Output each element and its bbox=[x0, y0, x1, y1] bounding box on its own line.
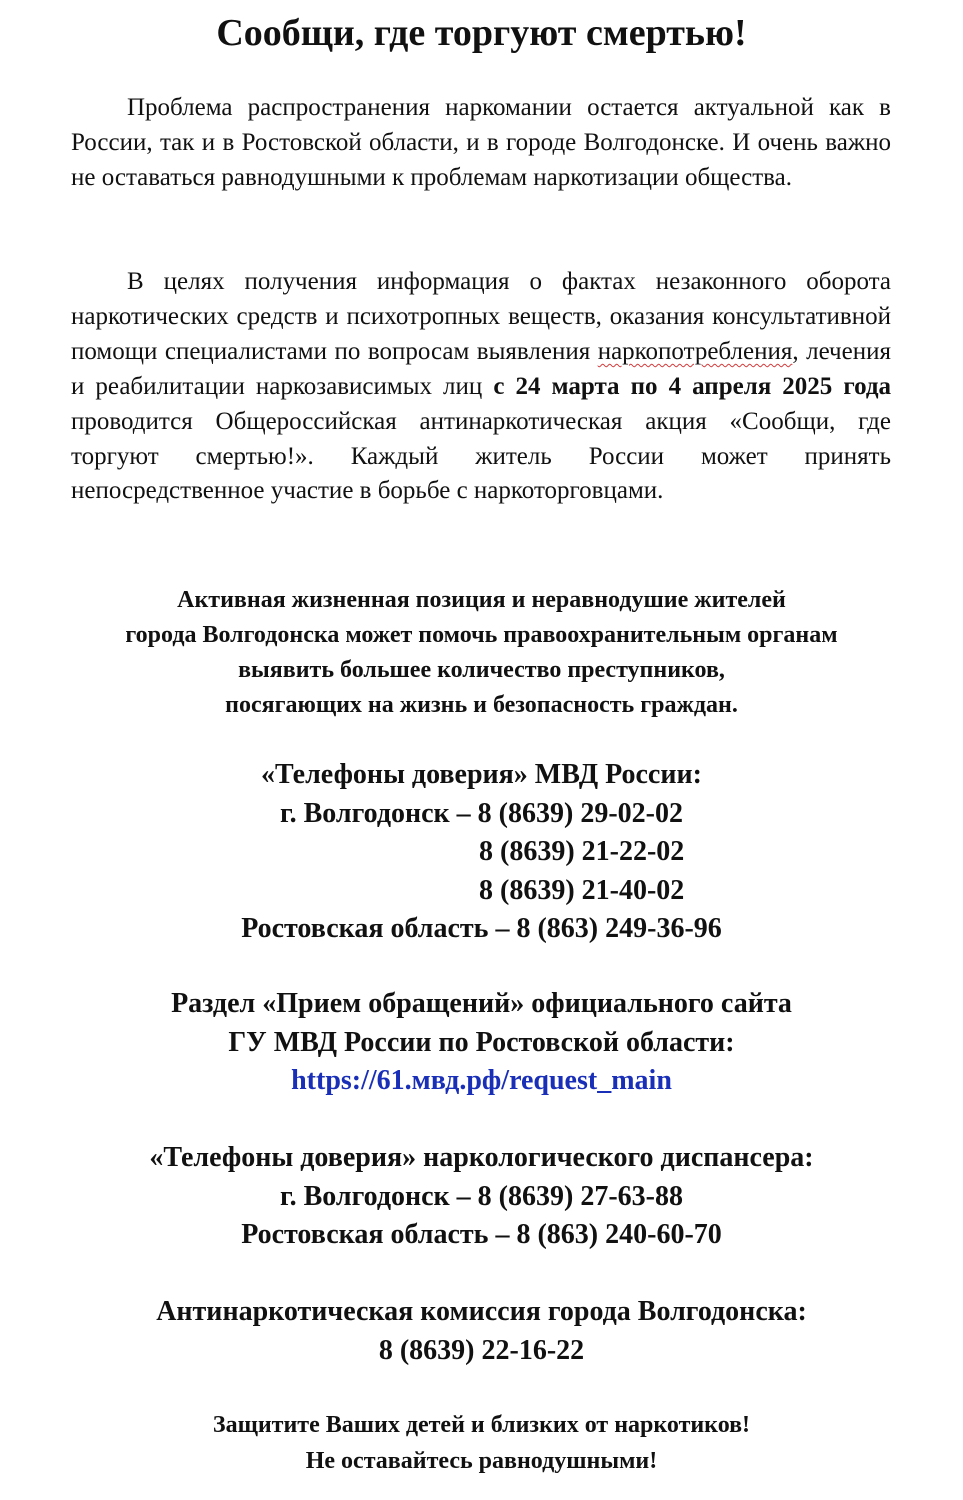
commission-heading: Антинаркотическая комиссия города Волгодонска: bbox=[156, 1296, 807, 1327]
narco-rostov-phone: Ростовская область – 8 (863) 240-60-70 bbox=[241, 1219, 722, 1250]
appeal-line: выявить большее количество преступников, bbox=[238, 657, 725, 683]
narco-hotline-heading: «Телефоны доверия» наркологического диспансера: bbox=[149, 1142, 814, 1173]
campaign-text-part2: , лечения и реабилитации наркозависимых лиц bbox=[71, 337, 891, 400]
appeal-line: посягающих на жизнь и безопасность граждан. bbox=[225, 692, 738, 718]
intro-paragraph: Проблема распространения наркомании остается актуальной как в России, так и в Ростовской области, и в городе Волгодонске. И очень важно не оставаться равнодушными к проблемам наркотизации общества. bbox=[71, 94, 891, 191]
appeal-line: Активная жизненная позиция и неравнодушие жителей bbox=[177, 587, 786, 613]
narco-volgodonsk-phone: г. Волгодонск – 8 (8639) 27-63-88 bbox=[280, 1180, 683, 1212]
campaign-text-part1: В целях получения информация о фактах незаконного оборота наркотических средств и психотропных веществ, оказания консультативной помощи специалистами по вопросам выявления bbox=[71, 268, 891, 365]
mvd-rostov-phone: Ростовская область – 8 (863) 249-36-96 bbox=[241, 913, 722, 944]
commission-phone: 8 (8639) 22-16-22 bbox=[378, 1334, 585, 1366]
campaign-dates: с 24 марта по 4 апреля 2025 года bbox=[493, 372, 892, 400]
narco-hotline-block bbox=[0, 1139, 963, 1255]
website-heading-line2: ГУ МВД России по Ростовской области: bbox=[228, 1026, 735, 1058]
appeal-line: города Волгодонска может помочь правоохранительным органам bbox=[125, 622, 838, 648]
mvd-hotline-heading: «Телефоны доверия» МВД России: bbox=[261, 759, 702, 790]
closing-line: Не оставайтесь равнодушными! bbox=[305, 1448, 658, 1474]
closing-block bbox=[0, 1407, 963, 1479]
mvd-volgodonsk-phone-extra: 8 (8639) 21-22-02 bbox=[479, 836, 685, 867]
commission-block bbox=[0, 1293, 963, 1370]
website-heading-line1: Раздел «Прием обращений» официального сайта bbox=[171, 988, 792, 1019]
website-block bbox=[0, 985, 963, 1101]
campaign-paragraph bbox=[71, 265, 891, 509]
document-title: Сообщи, где торгуют смертью! bbox=[216, 12, 747, 54]
campaign-text-part3: проводится Общероссийская антинаркотическая акция «Сообщи, где торгуют смертью!». Каждый житель России может принять непосредственное участие в борьбе с наркоторговцами. bbox=[71, 407, 891, 505]
mvd-volgodonsk-phone: г. Волгодонск – 8 (8639) 29-02-02 bbox=[280, 797, 683, 829]
closing-line: Защитите Ваших детей и близких от наркотиков! bbox=[212, 1412, 751, 1438]
mvd-volgodonsk-phone-extra: 8 (8639) 21-40-02 bbox=[479, 874, 685, 906]
misspelled-word: наркопотребления bbox=[597, 337, 793, 365]
mvd-hotline-block bbox=[0, 756, 963, 949]
appeal-block bbox=[0, 583, 963, 723]
website-link[interactable]: https://61.мвд.рф/request_main bbox=[291, 1065, 672, 1096]
